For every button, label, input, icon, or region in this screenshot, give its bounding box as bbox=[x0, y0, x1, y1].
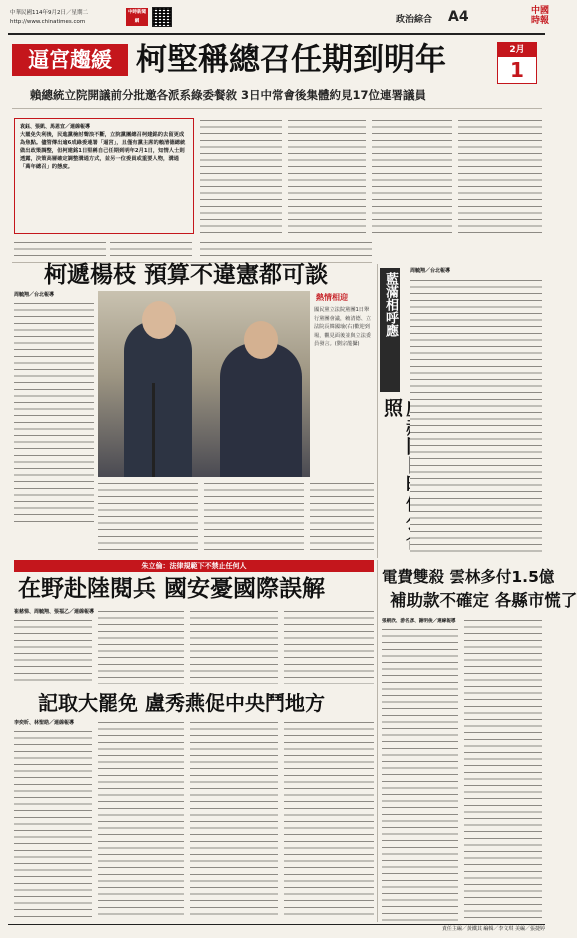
bottom-body-2 bbox=[98, 609, 184, 684]
lead-body-below-3 bbox=[200, 240, 372, 258]
photo-story-body-3 bbox=[204, 481, 304, 553]
bottom-byline: 崔慈悌、周毓翔、張福乙／連線報導 bbox=[14, 609, 95, 615]
news-photo[interactable] bbox=[98, 291, 310, 477]
calendar-day: 1 bbox=[510, 58, 524, 82]
bottom-bar-label: 朱立倫：法律規範下不禁止任何人 bbox=[141, 562, 247, 570]
photo-story-body-2 bbox=[98, 481, 198, 553]
date-calendar bbox=[497, 42, 537, 84]
side-kicker-box bbox=[380, 268, 400, 392]
side-kicker: 藍滿相呼應 bbox=[383, 272, 398, 337]
photo-label: 熱情相迎 bbox=[316, 293, 348, 302]
lead-body-below-1 bbox=[14, 240, 106, 258]
bottom2-body-1 bbox=[14, 729, 92, 919]
lead-body-col-1 bbox=[200, 118, 282, 234]
photo-story-byline: 周毓翔／台北報導 bbox=[14, 292, 55, 298]
site-url[interactable]: http://www.chinatimes.com bbox=[10, 19, 86, 25]
subhead-rule bbox=[12, 108, 542, 109]
side-divider bbox=[377, 264, 378, 558]
right-body-2 bbox=[464, 618, 542, 921]
chinatimes-logo bbox=[126, 8, 148, 26]
lead-body-col-2 bbox=[288, 118, 366, 234]
bottom-body-1 bbox=[14, 618, 92, 684]
photo-figure-right bbox=[220, 343, 302, 477]
lead-byline: 袁鈺、張凱、馬恩宜／連線報導 bbox=[20, 124, 91, 130]
lead-summary-box bbox=[14, 118, 194, 234]
masthead-rule bbox=[8, 33, 545, 35]
bottom-body-4 bbox=[284, 609, 374, 684]
photo-figure-left bbox=[124, 321, 192, 477]
photo-story-headline: 柯遞楊枝 預算不違憲都可談 bbox=[44, 262, 329, 288]
bottom2-body-2 bbox=[98, 720, 184, 919]
lead-body-col-4 bbox=[458, 118, 542, 234]
side-byline: 周毓翔／台北報導 bbox=[410, 268, 451, 274]
bottom2-body-3 bbox=[190, 720, 278, 919]
logo-text: 中時新聞網 bbox=[128, 10, 146, 24]
bottom-headline-2: 記取大罷免 盧秀燕促中央鬥地方 bbox=[38, 691, 325, 715]
qr-code-icon[interactable] bbox=[152, 7, 172, 27]
bottom-red-bar bbox=[14, 560, 374, 572]
right-body-1 bbox=[382, 627, 458, 921]
section-name: 政治綜合 bbox=[396, 15, 433, 25]
right-headline: 電費雙殺 雲林多付1.5億 bbox=[382, 568, 555, 586]
bottom-headline: 在野赴陸閱兵 國安憂國際誤解 bbox=[18, 576, 326, 602]
issue-date: 中華民國114年9月2日／星期二 bbox=[10, 10, 88, 16]
right-byline: 張朝欣、游名彥、謝明俊／連線報導 bbox=[382, 619, 456, 624]
footer-rule bbox=[8, 924, 545, 925]
side-body bbox=[410, 278, 542, 556]
right-divider bbox=[377, 560, 378, 922]
lead-body-col-3 bbox=[372, 118, 452, 234]
photo-story-body-4 bbox=[310, 481, 374, 553]
bottom2-body-4 bbox=[284, 720, 374, 919]
page-number: A4 bbox=[448, 9, 469, 25]
photo-microphone bbox=[152, 383, 155, 477]
photo-figure-right-head bbox=[244, 321, 278, 359]
lead-kicker: 逼宮趨緩 bbox=[28, 48, 112, 72]
photo-caption: 國民黨立法院黨團1日舉行黨團會議，賴清德、立法院長韓國瑜(右)歡迎到場，觀見面後並與立法委員發言。(劉宗龍攝) bbox=[314, 307, 372, 348]
kicker-box bbox=[12, 44, 128, 76]
china-times-logo bbox=[528, 6, 552, 30]
lead-subhead: 賴總統立院開議前分批邀各派系綠委餐敘 3日中常會後集體約見17位連署議員 bbox=[30, 88, 427, 102]
lead-body-below-2 bbox=[110, 240, 192, 258]
photo-story-body bbox=[14, 301, 94, 523]
bottom-byline-2: 李奕昕、林聖皓／連線報導 bbox=[14, 720, 75, 726]
paper-logo-text: 中國時報 bbox=[530, 6, 549, 26]
right-subhead: 補助款不確定 各縣市慌了 bbox=[390, 591, 577, 610]
side-headline: 照 bbox=[381, 398, 403, 417]
lead-summary: 大罷免失利後，民進黨檢討聲浪不斷，立院黨團總召柯建銘的去留更成為焦點。儘管傳出逾6成綠委連署「逼宮」，且僅有黨主席的賴清德總統做出政策調整，但柯建銘1日堅稱自己任期到明年2月1日，知情人士則透露，決策高層確定調整溝通方式，並另一位委員或重要人物，溝通「萬年總召」的態度。 bbox=[20, 132, 186, 170]
calendar-month: 2月 bbox=[498, 43, 536, 57]
footer-credit: 責任主編／黃鐵其 編輯／李文琪 美編／張捷婷 bbox=[441, 926, 545, 932]
lead-headline: 柯堅稱總召任期到明年 bbox=[136, 42, 446, 78]
photo-figure-left-head bbox=[142, 301, 176, 339]
bottom-body-3 bbox=[190, 609, 278, 684]
